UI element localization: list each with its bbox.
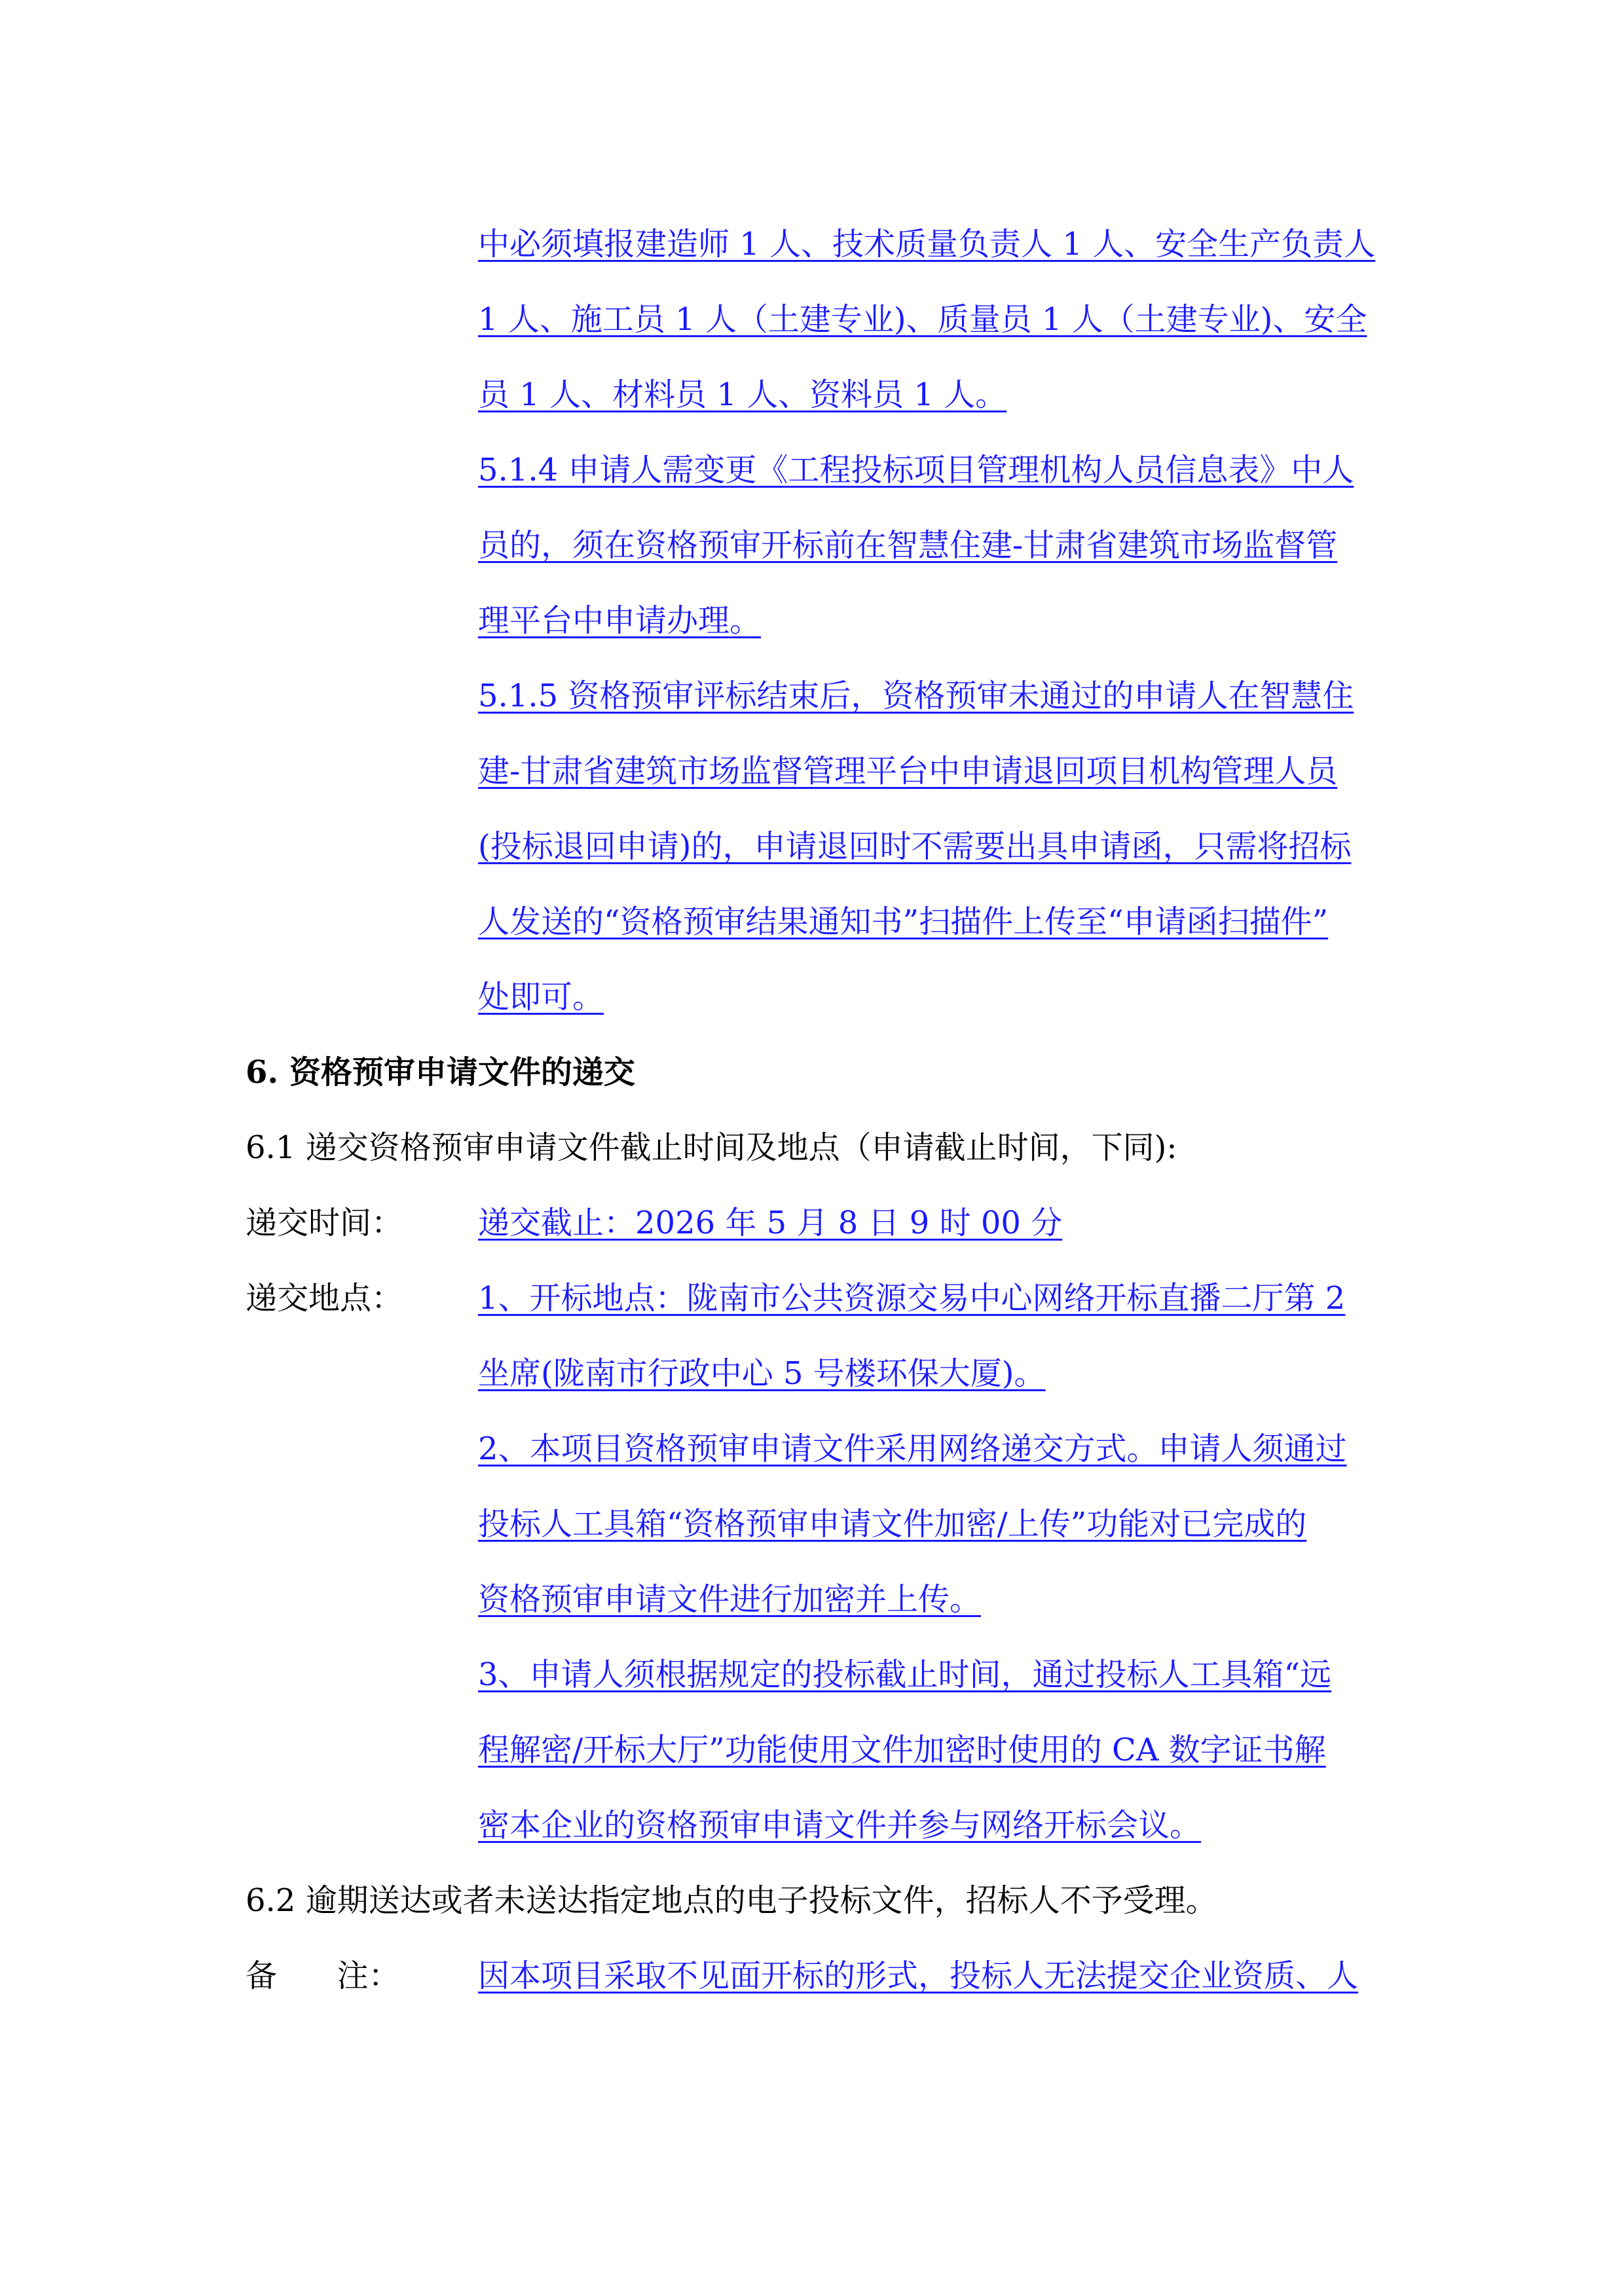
note-value: 因本项目采取不见面开标的形式，投标人无法提交企业资质、人 <box>478 1958 1359 1994</box>
clause-515-line: 处即可。 <box>478 979 604 1015</box>
paragraph-line: 中必须填报建造师 1 人、技术质量负责人 1 人、安全生产负责人 <box>478 226 1376 263</box>
submit-time-value: 递交截止：2026 年 5 月 8 日 9 时 00 分 <box>478 1205 1063 1241</box>
section-heading: 6. 资格预审申请文件的递交 <box>246 1054 635 1091</box>
clause-62: 6.2 逾期送达或者未送达指定地点的电子投标文件，招标人不予受理。 <box>246 1882 1217 1919</box>
submit-place-label: 递交地点： <box>246 1280 403 1317</box>
note-label: 备 注： <box>246 1958 400 1994</box>
clause-515-line: (投标退回申请)的，申请退回时不需要出具申请函，只需将招标 <box>478 828 1352 865</box>
paragraph-line: 1 人、施工员 1 人（土建专业)、质量员 1 人（土建专业)、安全 <box>478 301 1367 338</box>
clause-514-line: 5.1.4 申请人需变更《工程投标项目管理机构人员信息表》中人 <box>478 452 1354 488</box>
place-item-1-line: 坐席(陇南市行政中心 5 号楼环保大厦)。 <box>478 1355 1046 1392</box>
place-item-3-line: 程解密/开标大厅”功能使用文件加密时使用的 CA 数字证书解 <box>478 1732 1326 1768</box>
place-item-2-line: 2、本项目资格预审申请文件采用网络递交方式。申请人须通过 <box>478 1430 1347 1467</box>
clause-514-line: 理平台中申请办理。 <box>478 602 762 639</box>
submit-time-label: 递交时间： <box>246 1205 403 1241</box>
paragraph-line: 员 1 人、材料员 1 人、资料员 1 人。 <box>478 376 1007 413</box>
clause-515-line: 5.1.5 资格预审评标结束后，资格预审未通过的申请人在智慧住 <box>478 678 1354 714</box>
clause-61: 6.1 递交资格预审申请文件截止时间及地点（申请截止时间，下同): <box>246 1129 1177 1166</box>
place-item-3-line: 3、申请人须根据规定的投标截止时间，通过投标人工具箱“远 <box>478 1656 1332 1693</box>
place-item-3-line: 密本企业的资格预审申请文件并参与网络开标会议。 <box>478 1807 1202 1844</box>
place-item-2-line: 投标人工具箱“资格预审申请文件加密/上传”功能对已完成的 <box>478 1506 1307 1542</box>
place-item-1-line: 1、开标地点：陇南市公共资源交易中心网络开标直播二厅第 2 <box>478 1280 1346 1317</box>
clause-515-line: 人发送的“资格预审结果通知书”扫描件上传至“申请函扫描件” <box>478 903 1329 940</box>
clause-514-line: 员的，须在资格预审开标前在智慧住建-甘肃省建筑市场监督管 <box>478 527 1338 564</box>
place-item-2-line: 资格预审申请文件进行加密并上传。 <box>478 1581 982 1618</box>
clause-515-line: 建-甘肃省建筑市场监督管理平台中申请退回项目机构管理人员 <box>478 753 1338 790</box>
